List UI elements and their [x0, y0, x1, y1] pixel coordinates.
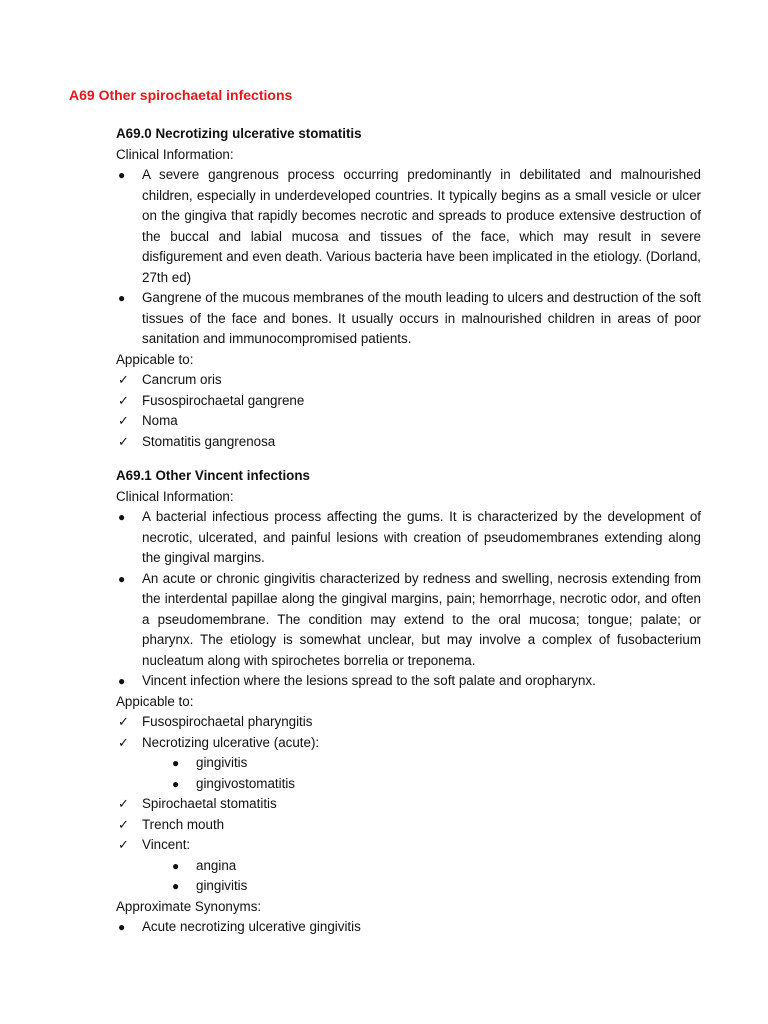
list-item: ✓ Fusospirochaetal gangrene [116, 391, 701, 412]
list-item: ✓ Cancrum oris [116, 370, 701, 391]
bullet-icon: ● [172, 776, 180, 791]
bullet-icon: ● [118, 571, 126, 586]
list-item: ✓ Fusospirochaetal pharyngitis [116, 712, 701, 733]
list-item: ✓ Spirochaetal stomatitis [116, 794, 701, 815]
list-item: ✓ Noma [116, 411, 701, 432]
applicable-label: Appicable to: [116, 693, 194, 709]
checkmark-icon: ✓ [118, 433, 129, 449]
checkmark-icon: ✓ [118, 714, 129, 729]
checkmark-icon: ✓ [118, 392, 129, 408]
clinical-info-label: Clinical Information: [116, 488, 234, 504]
sub-list [142, 753, 701, 794]
checkmark-icon: ✓ [118, 413, 129, 428]
bullet-icon: ● [172, 879, 180, 893]
sub-list-item: ● angina [142, 856, 701, 877]
applicable-list [116, 370, 701, 452]
bullet-icon: ● [118, 510, 126, 524]
synonyms-list [116, 917, 701, 938]
list-item: ● A bacterial infectious process affecting the gums. It is characterized by the development of necrotic, ulcerated, and painful lesions with creation of pseudomembranes extending along the gingival margins. [118, 509, 701, 565]
checkmark-icon: ✓ [118, 796, 129, 811]
bullet-icon: ● [172, 858, 180, 873]
clinical-info-list [116, 165, 701, 350]
bullet-icon: ● [118, 920, 126, 934]
bullet-icon: ● [118, 168, 126, 182]
list-item: ✓ Trench mouth [116, 815, 701, 836]
page-title: A69 Other spirochaetal infections [69, 87, 293, 103]
sub-list-item: ● gingivostomatitis [142, 774, 701, 795]
clinical-info-list [116, 507, 701, 692]
sub-list [142, 856, 701, 897]
checkmark-icon: ✓ [118, 816, 129, 832]
list-item: ● Acute necrotizing ulcerative gingivitis [116, 917, 701, 938]
bullet-icon: ● [118, 674, 126, 688]
checkmark-icon: ✓ [118, 734, 129, 750]
bullet-icon: ● [118, 291, 126, 305]
list-item: ✓ Vincent: ● angina ● gingivitis [116, 835, 701, 897]
checkmark-icon: ✓ [118, 837, 129, 852]
applicable-label: Appicable to: [116, 351, 194, 367]
sub-list-item: ● gingivitis [142, 876, 701, 897]
section-heading: A69.0 Necrotizing ulcerative stomatitis [116, 126, 362, 141]
sub-list-item: ● gingivitis [142, 753, 701, 774]
checkmark-icon: ✓ [118, 372, 129, 387]
list-item: ✓ Necrotizing ulcerative (acute): ● gingivitis ● gingivostomatitis [116, 733, 701, 795]
list-item: ✓ Stomatitis gangrenosa [116, 432, 701, 453]
list-item: ● Gangrene of the mucous membranes of the mouth leading to ulcers and destruction of the soft tissues of the face and bones. It usually occurs in malnourished children in areas of poor sanitation and immunocompromised patients. [118, 290, 702, 346]
list-item: ● An acute or chronic gingivitis characterized by redness and swelling, necrosis extending from the interdental papillae along the gingival margins, pain; hemorrhage, necrotic odor, and often a pseudomembrane. The condition may extend to the oral mucosa; tongue; palate; or pharynx. The etiology is somewhat unclear, but may involve a complex of fusobacterium nucleatum along with spirochetes borrelia or treponema. [118, 570, 701, 668]
section-a69-0 [116, 124, 701, 452]
list-item: ● Vincent infection where the lesions spread to the soft palate and oropharynx. [116, 671, 701, 692]
bullet-icon: ● [172, 756, 180, 770]
section-heading: A69.1 Other Vincent infections [116, 468, 310, 483]
clinical-info-label: Clinical Information: [116, 146, 234, 162]
list-item: ● A severe gangrenous process occurring predominantly in debilitated and malnourished children, especially in underdeveloped countries. It typically begins as a small vesicle or ulcer on the gingiva that rapidly becomes necrotic and spreads to produce extensive destruction of the buccal and labial mucosa and tissues of the face, which may result in severe disfigurement and even death. Various bacteria have been implicated in the etiology. (Dorland, 27th ed) [118, 167, 701, 285]
synonyms-label: Approximate Synonyms: [116, 898, 262, 914]
section-a69-1 [116, 466, 701, 938]
applicable-list [116, 712, 701, 897]
